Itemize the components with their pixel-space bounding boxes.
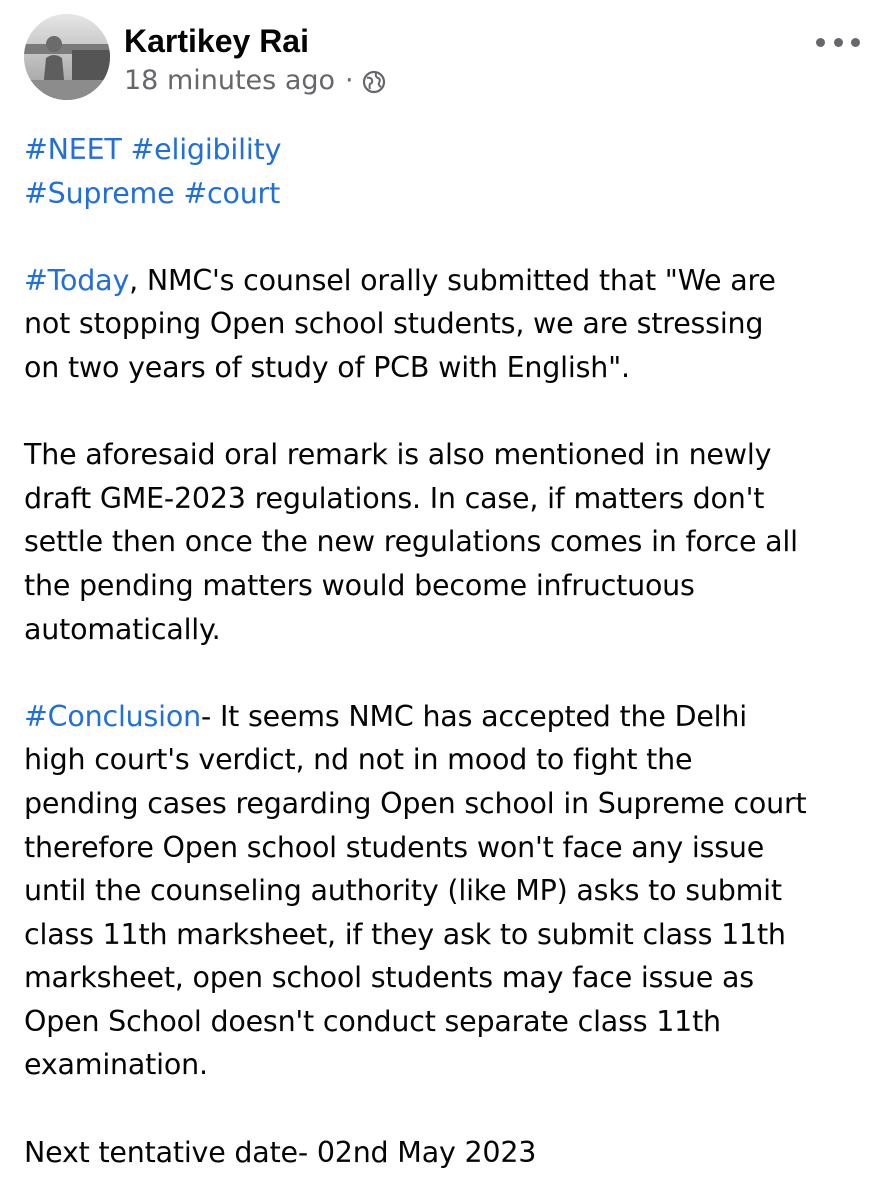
- text-line: until the counseling authority (like MP) asks to submit: [24, 874, 782, 908]
- text-line: Next tentative date- 02nd May 2023: [24, 1135, 537, 1169]
- more-options-icon[interactable]: [816, 32, 860, 52]
- hashtag-line: [24, 128, 874, 172]
- meta-separator: ·: [345, 65, 354, 96]
- hashtag-link[interactable]: #eligibility: [130, 133, 282, 166]
- paragraph-conclusion: [24, 695, 874, 1087]
- text-line: marksheet, open school students may face issue as: [24, 961, 754, 995]
- text-line: class 11th marksheet, if they ask to submit class 11th: [24, 917, 786, 951]
- hashtag-link[interactable]: #court: [183, 176, 281, 210]
- text-line: therefore Open school students won't face any issue: [24, 830, 765, 864]
- paragraph-today: [24, 259, 874, 390]
- text-line: high court's verdict, nd not in mood to fight the: [24, 743, 693, 777]
- text-line: pending cases regarding Open school in Supreme court: [24, 786, 807, 820]
- more-dot: [834, 38, 843, 47]
- text-line: on two years of study of PCB with English".: [24, 350, 630, 384]
- more-dot: [816, 38, 825, 47]
- globe-icon[interactable]: [362, 69, 386, 93]
- hashtag-link[interactable]: #Supreme: [24, 176, 175, 210]
- text-line: the pending matters would become infructuous: [24, 568, 695, 602]
- hashtag-link[interactable]: #Today: [24, 263, 130, 297]
- text-line: automatically.: [24, 612, 221, 646]
- paragraph-next-date: [24, 1131, 874, 1175]
- timestamp[interactable]: 18 minutes ago: [124, 65, 336, 96]
- author-name[interactable]: Kartikey Rai: [124, 23, 309, 59]
- paragraph-regulations: [24, 433, 874, 651]
- hashtag-block: [24, 128, 874, 215]
- hashtag-link[interactable]: #NEET: [24, 133, 122, 166]
- text-line: settle then once the new regulations comes in force all: [24, 525, 798, 559]
- more-dot: [851, 38, 860, 47]
- text-line: examination.: [24, 1048, 208, 1082]
- text-line: [24, 259, 874, 303]
- text-line: The aforesaid oral remark is also mentioned in newly: [24, 438, 772, 472]
- post-header: [24, 14, 870, 104]
- avatar[interactable]: [24, 14, 110, 100]
- text-line: [24, 695, 874, 739]
- post-body: [24, 128, 874, 1174]
- text-line: draft GME-2023 regulations. In case, if matters don't: [24, 481, 765, 515]
- hashtag-line: [24, 172, 874, 216]
- text-span: , NMC's counsel orally submitted that "We are: [129, 263, 776, 297]
- text-line: not stopping Open school students, we are stressing: [24, 307, 764, 341]
- hashtag-link[interactable]: #Conclusion: [24, 699, 201, 733]
- text-span: - It seems NMC has accepted the Delhi: [201, 699, 747, 733]
- post-meta: [124, 64, 386, 98]
- text-line: Open School doesn't conduct separate class 11th: [24, 1004, 721, 1038]
